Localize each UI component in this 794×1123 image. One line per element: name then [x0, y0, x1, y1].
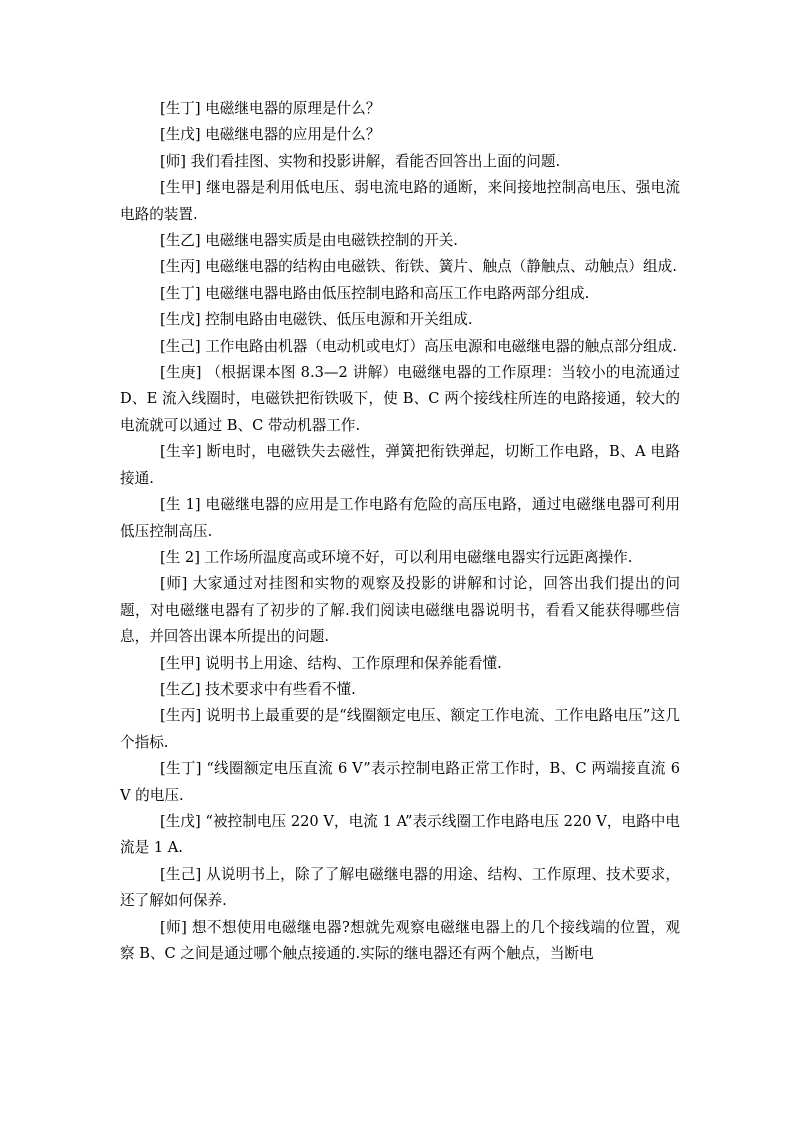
document-page [120, 96, 680, 967]
dialogue-paragraph: [生丙] 说明书上最重要的是“线圈额定电压、额定工作电流、工作电路电压”这几个指标. [120, 707, 680, 751]
dialogue-paragraph: [生戊] “被控制电压 220 V，电流 1 A”表示线圈工作电路电压 220 V，电路中电流是 1 A. [120, 812, 680, 857]
dialogue-paragraph: [生甲] 说明书上用途、结构、工作原理和保养能看懂. [160, 654, 502, 672]
dialogue-paragraph: [生丙] 电磁继电器的结构由电磁铁、衔铁、簧片、触点（静触点、动触点）组成. [160, 258, 677, 276]
dialogue-paragraph: [生乙] 电磁继电器实质是由电磁铁控制的开关. [160, 232, 458, 250]
dialogue-paragraph: [生戊] 电磁继电器的应用是什么？ [160, 126, 381, 144]
dialogue-paragraph: [生丁] “线圈额定电压直流 6 V”表示控制电路正常工作时，B、C 两端接直流 6 V 的电压. [120, 760, 680, 804]
dialogue-paragraph: [生戊] 控制电路由电磁铁、低压电源和开关组成. [160, 311, 473, 329]
dialogue-paragraph: [生甲] 继电器是利用低电压、弱电流电路的通断，来间接地控制高电压、强电流电路的装置. [120, 179, 680, 223]
dialogue-paragraph: [师] 我们看挂图、实物和投影讲解，看能否回答出上面的问题. [160, 152, 561, 170]
dialogue-paragraph: [生丁] 电磁继电器电路由低压控制电路和高压工作电路两部分组成. [160, 284, 590, 302]
dialogue-paragraph: [生丁] 电磁继电器的原理是什么？ [160, 100, 381, 117]
dialogue-paragraph: [生己] 工作电路由机器（电动机或电灯）高压电源和电磁继电器的触点部分组成. [160, 337, 677, 355]
dialogue-paragraph: [师] 想不想使用电磁继电器?想就先观察电磁继电器上的几个接线端的位置，观察 B、C 之间是通过哪个触点接通的.实际的继电器还有两个触点，当断电 [120, 918, 680, 962]
dialogue-paragraph: [生己] 从说明书上，除了了解电磁继电器的用途、结构、工作原理、技术要求，还了解如何保养. [120, 865, 680, 910]
dialogue-paragraph: [生乙] 技术要求中有些看不懂. [160, 680, 356, 698]
dialogue-paragraph: [生辛] 断电时，电磁铁失去磁性，弹簧把衔铁弹起，切断工作电路，B、A 电路接通. [120, 443, 680, 487]
dialogue-paragraph: [生 2] 工作场所温度高或环境不好，可以利用电磁继电器实行远距离操作. [160, 548, 633, 566]
dialogue-paragraph: [生 1] 电磁继电器的应用是工作电路有危险的高压电路，通过电磁继电器可利用低压控制高压. [120, 496, 680, 540]
dialogue-paragraph: [生庚] （根据课本图 8.3—2 讲解）电磁继电器的工作原理：当较小的电流通过 D、E 流入线圈时，电磁铁把衔铁吸下，使 B、C 两个接线柱所连的电路接通，较大的电流就可以通过 B、C 带动机器工作. [120, 364, 680, 434]
dialogue-paragraph: [师] 大家通过对挂图和实物的观察及投影的讲解和讨论，回答出我们提出的问题，对电磁继电器有了初步的了解.我们阅读电磁继电器说明书，看看又能获得哪些信息，并回答出课本所提出的问题. [120, 575, 680, 646]
